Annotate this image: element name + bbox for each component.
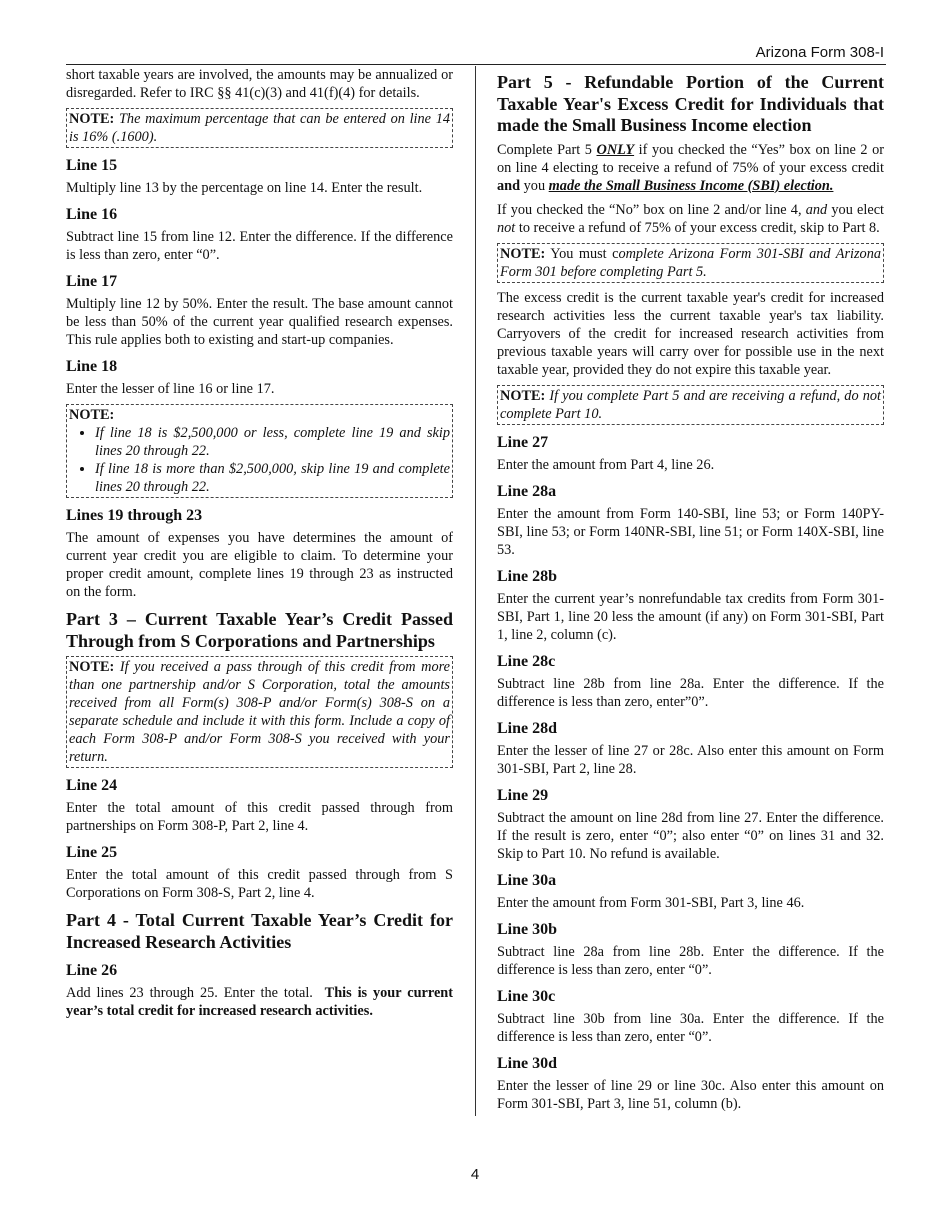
note-complete-forms <box>497 243 884 283</box>
note-refund <box>497 385 884 425</box>
intro-paragraph: short taxable years are involved, the amounts may be annualized or disregarded. Refer to IRC §§ 41(c)(3) and 41(f)(4) for details. <box>66 67 453 101</box>
lines-19-23-heading: Lines 19 through 23 <box>66 507 203 524</box>
line-28d-heading: Line 28d <box>497 719 558 737</box>
line-17-text: Multiply line 12 by 50%. Enter the result. The base amount cannot be less than 50% of the current year qualified research expenses. This rule applies both to existing and start-up companies. <box>66 296 453 348</box>
and-emphasis: and <box>497 177 521 194</box>
page-number: 4 <box>470 1166 480 1183</box>
line-28c-text: Subtract line 28b from line 28a. Enter the difference. If the difference is less than zero, enter”0”. <box>497 675 884 710</box>
sbi-election-emphasis: made the Small Business Income (SBI) election. <box>548 177 834 194</box>
note-bullet: • If line 18 is more than $2,500,000, skip line 19 and complete lines 20 through 22. <box>95 460 450 496</box>
line-26-instruction: Add lines 23 through 25. Enter the total. <box>66 985 313 1001</box>
line-30c-heading: Line 30c <box>497 987 556 1005</box>
form-title: Arizona Form 308-I <box>755 44 884 61</box>
line-28a-heading: Line 28a <box>497 482 557 500</box>
text-run: If you checked the “No” box on line 2 and/or line 4, <box>497 201 802 218</box>
line-26-emphasis: This is your current year’s total credit for increased research activities. <box>66 985 454 1019</box>
right-column <box>497 66 884 1119</box>
part-3-heading: Part 3 – Current Taxable Year’s Credit Passed Through from S Corporations and Partnerships <box>66 609 453 651</box>
line-24-text: Enter the total amount of this credit passed through from partnerships on Form 308-P, Part 2, line 4. <box>66 800 453 834</box>
line-30d-text: Enter the lesser of line 29 or line 30c. Also enter this amount on Form 301-SBI, Part 3, line 51, column (b). <box>497 1077 884 1112</box>
text-run: you elect <box>831 201 885 218</box>
note-label: NOTE: <box>69 659 115 675</box>
note-text-italic: omplete Arizona Form 301-SBI and Arizona Form 301 before completing Part 5. <box>500 245 882 280</box>
note-label: NOTE: <box>69 407 115 423</box>
line-29-text: Subtract the amount on line 28d from line 27. Enter the difference. If the result is zero, enter “0”; also enter “0” on lines 31 and 32. Skip to Part 10. No refund is available. <box>497 809 884 862</box>
text-run: to receive a refund of 75% of your excess credit, skip to Part 8. <box>518 219 880 236</box>
line-15-heading: Line 15 <box>66 157 118 174</box>
line-27-text: Enter the amount from Part 4, line 26. <box>497 456 715 473</box>
note-bullet-list <box>69 424 450 496</box>
excess-credit-paragraph: The excess credit is the current taxable year's credit for increased research activities less the current taxable year's tax liability. Carryovers of the credit for increased research activities from previous taxable years will carry over for possible use in the next taxable year, provided they do not expire this taxable year. <box>497 289 884 378</box>
column-divider <box>475 66 476 1116</box>
line-30c-text: Subtract line 30b from line 30a. Enter the difference. If the difference is less than zero, enter “0”. <box>497 1010 884 1045</box>
line-25-heading: Line 25 <box>66 844 118 861</box>
line-30b-heading: Line 30b <box>497 920 558 938</box>
note-label: NOTE: <box>69 111 115 127</box>
line-17-heading: Line 17 <box>66 273 118 290</box>
header-rule <box>66 64 886 65</box>
line-28c-heading: Line 28c <box>497 652 556 670</box>
line-28b-heading: Line 28b <box>497 567 558 585</box>
text-run: if you checked the “Yes” box on line 2 or on line 4 electing to receive a refund of 75% of your excess credit <box>497 141 885 176</box>
line-28b-text: Enter the current year’s nonrefundable tax credits from Form 301-SBI, Part 1, line 20 less the amount (if any) on Form 301-SBI, Part 1, line 2, column (c). <box>497 590 884 643</box>
note-pass-through <box>66 656 453 768</box>
note-label: NOTE: <box>500 387 546 404</box>
line-26-heading: Line 26 <box>66 962 118 979</box>
lines-19-23-text: The amount of expenses you have determines the amount of current year credit you are eligible to claim. To determine your proper credit amount, complete lines 19 through 23 as instructed on the form. <box>66 530 453 600</box>
line-29-heading: Line 29 <box>497 786 549 804</box>
note-bullet: • If line 18 is $2,500,000 or less, complete line 19 and skip lines 20 through 22. <box>95 424 450 460</box>
not-italic: not <box>497 219 516 236</box>
line-18-heading: Line 18 <box>66 358 118 375</box>
note-label: NOTE: <box>500 245 546 262</box>
note-line-18 <box>66 404 453 498</box>
line-24-heading: Line 24 <box>66 777 118 794</box>
note-max-percentage <box>66 108 453 148</box>
line-30a-text: Enter the amount from Form 301-SBI, Part 3, line 46. <box>497 894 805 911</box>
line-30a-heading: Line 30a <box>497 871 557 889</box>
line-28d-text: Enter the lesser of line 27 or 28c. Also enter this amount on Form 301-SBI, Part 2, line 28. <box>497 742 884 777</box>
note-text: You must c <box>550 245 619 262</box>
left-column <box>66 66 453 1026</box>
line-18-text: Enter the lesser of line 16 or line 17. <box>66 381 275 397</box>
line-26-text <box>66 984 453 1020</box>
only-emphasis: ONLY <box>596 141 635 158</box>
text-run: Complete Part 5 <box>497 141 592 158</box>
note-text: If you received a pass through of this credit from more than one partnership and/or S Corporation, total the amounts received from all Form(s) 308-P and/or Form(s) 308-S on a separate schedule and include it with this form. Include a copy of each Form 308-P and/or Form 308-S you received with your return. <box>69 659 451 765</box>
part-5-heading: Part 5 - Refundable Portion of the Current Taxable Year's Excess Credit for Individuals that made the Small Business Income election <box>497 72 884 135</box>
part-5-paragraph-2 <box>497 201 884 237</box>
note-text: If you complete Part 5 and are receiving a refund, do not complete Part 10. <box>500 387 881 422</box>
line-16-text: Subtract line 15 from line 12. Enter the difference. If the difference is less than zero, enter “0”. <box>66 229 453 263</box>
line-30d-heading: Line 30d <box>497 1054 558 1072</box>
line-15-text: Multiply line 13 by the percentage on line 14. Enter the result. <box>66 180 423 196</box>
line-30b-text: Subtract line 28a from line 28b. Enter the difference. If the difference is less than zero, enter “0”. <box>497 943 884 978</box>
part-4-heading: Part 4 - Total Current Taxable Year’s Credit for Increased Research Activities <box>66 910 453 952</box>
and-italic: and <box>805 201 828 218</box>
line-16-heading: Line 16 <box>66 206 118 223</box>
text-run: you <box>523 177 546 194</box>
part-5-paragraph-1 <box>497 141 884 195</box>
line-27-heading: Line 27 <box>497 433 549 451</box>
line-28a-text: Enter the amount from Form 140-SBI, line 53; or Form 140PY-SBI, line 53; or Form 140NR-SBI, line 51; or Form 140X-SBI, line 53. <box>497 505 884 558</box>
line-25-text: Enter the total amount of this credit passed through from S Corporations on Form 308-S, Part 2, line 4. <box>66 867 453 901</box>
note-text: The maximum percentage that can be entered on line 14 is 16% (.1600). <box>69 111 450 145</box>
